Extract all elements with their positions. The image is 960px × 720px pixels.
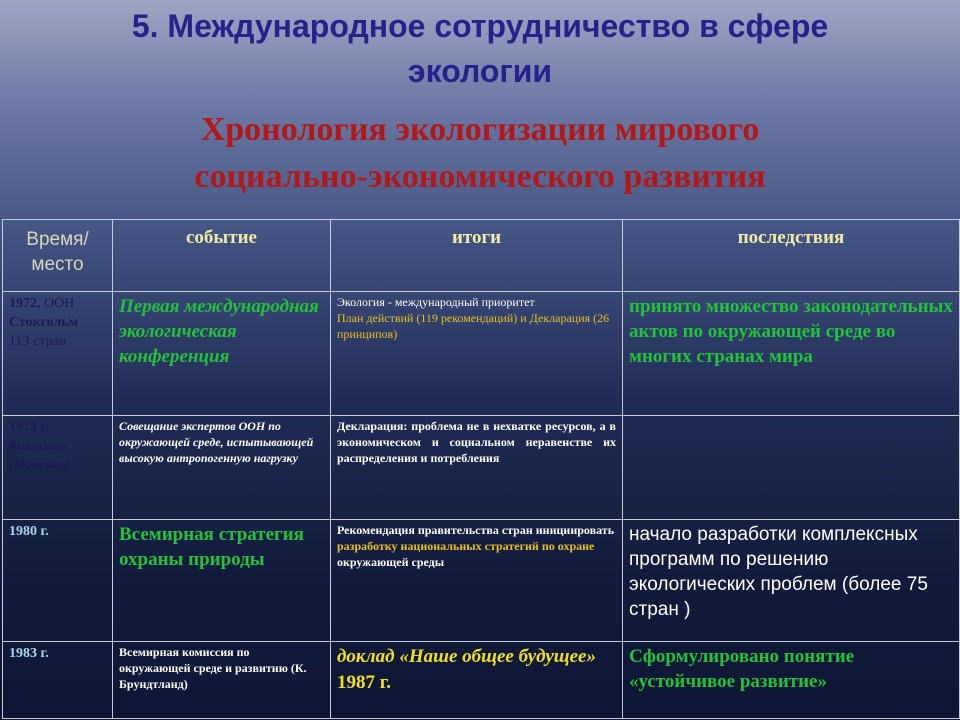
cell-time-place [3, 292, 113, 416]
cell-time-place [3, 520, 113, 642]
header-place: место [31, 254, 84, 275]
cell-event [113, 416, 331, 520]
subtitle-line-1: Хронология экологизации мирового [200, 111, 760, 148]
table-header-row [3, 220, 960, 292]
cell-event: Всемирная стратегия охраны природы [113, 520, 331, 642]
row-year: 1983 г. [9, 646, 49, 661]
consequence-term: «устойчивое развитие» [629, 671, 827, 692]
row-org: ООН [44, 296, 75, 311]
result-highlight: доклад «Наше общее будущее» [337, 646, 596, 667]
header-time: Время/ [26, 229, 89, 250]
event-text: Всемирная комиссия по окружающей среде и развитию (К. Брундтланд) [119, 645, 307, 691]
cell-event: Первая международная экологическая конференция [113, 292, 331, 416]
result-highlight: План действий (119 рекомендаций) и Декларация (26 принципов) [337, 311, 610, 341]
cell-consequences [623, 642, 960, 719]
title-line-1: 5. Международное сотрудничество в сфере [131, 8, 829, 44]
table-row [3, 520, 960, 642]
chronology-table [2, 219, 960, 719]
header-time-place [3, 220, 113, 292]
row-year: 1972, [9, 296, 41, 311]
title-line-2: экологии [407, 53, 553, 89]
table-row [3, 292, 960, 416]
result-text: Декларация: проблема не в нехватке ресурсов, а в экономическом и социальном неравенстве их распределения и потребления [337, 419, 616, 465]
row-year: 1974 г. [9, 420, 49, 435]
cell-consequences: начало разработки комплексных программ по решению экологических проблем (более 75 стран ) [623, 520, 960, 642]
cell-event [113, 642, 331, 719]
cell-time-place [3, 642, 113, 719]
header-consequences: последствия [623, 220, 960, 292]
event-text: Совещание экспертов ООН по окружающей среде, испытывающей высокую антропогенную нагрузку [119, 419, 314, 465]
header-results: итоги [331, 220, 623, 292]
result-text-end: окружающей среды [337, 555, 445, 569]
consequence-text: Сформулировано понятие [629, 646, 855, 667]
cell-results [331, 416, 623, 520]
result-text: Рекомендация правительства стран инициировать [337, 523, 615, 537]
cell-results [331, 520, 623, 642]
cell-time-place [3, 416, 113, 520]
row-place: Кокойока (Мексика) [9, 439, 72, 473]
row-city: Стокгольм [9, 315, 79, 330]
table-row [3, 416, 960, 520]
cell-consequences [623, 416, 960, 520]
header-event: событие [113, 220, 331, 292]
result-highlight: разработку национальных стратегий по охране [337, 539, 595, 553]
cell-consequences: принято множество законодательных актов по окружающей среде во многих странах мира [623, 292, 960, 416]
row-count: 113 стран [9, 334, 67, 349]
result-text: Экология - международный приоритет [337, 295, 535, 309]
row-year: 1980 г. [9, 524, 49, 539]
cell-results [331, 642, 623, 719]
result-year: 1987 г. [337, 672, 391, 693]
table-row [3, 642, 960, 719]
slide-subtitle [0, 106, 960, 200]
subtitle-line-2: социально-экономического развития [194, 158, 766, 195]
slide-title [0, 4, 960, 94]
cell-results [331, 292, 623, 416]
